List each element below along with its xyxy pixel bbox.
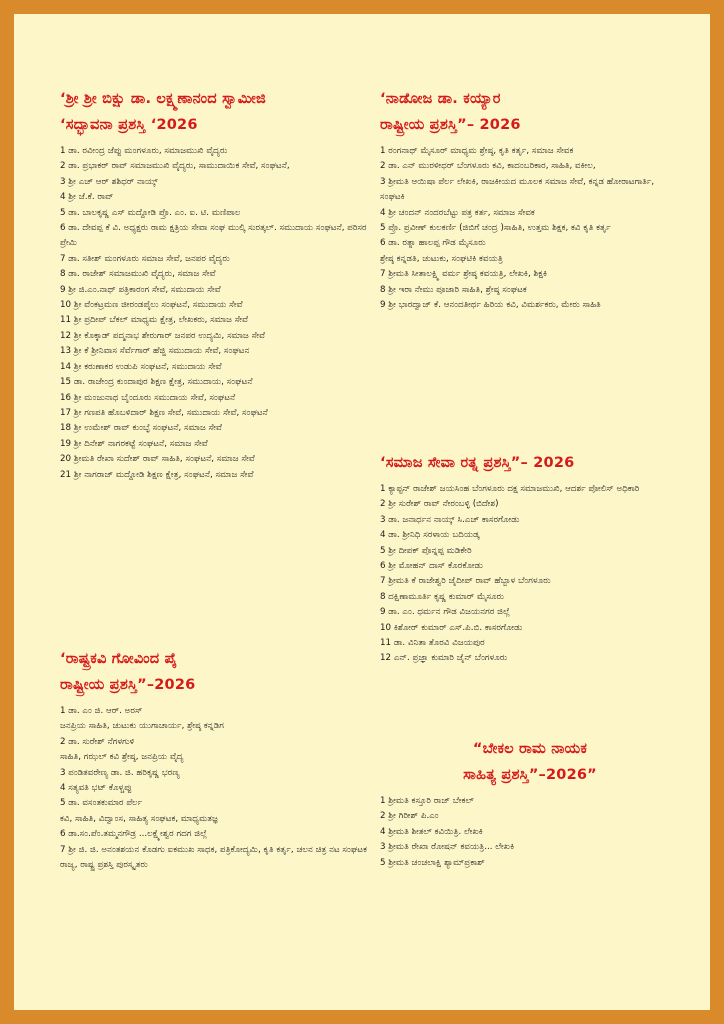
awardee-entry: 2 ಡಾ. ಎನ್ ಮುರಳೀಧರ್ ಬೆಂಗಳೂರು ಕವಿ, ಕಾದಂಬರಿಕಾರ, ಸಾಹಿತಿ, ವಕೀಲ, — [380, 161, 596, 172]
awardee-entry: 2 ಶ್ರೀ ಸುರೇಶ್ ರಾವ್ ನೇರಂಬಳ್ಳಿ (ಬಿದೇಶ) — [380, 499, 499, 510]
awardee-entry: 6 ಡಾ. ದೇವಪ್ಪ ಕೆ ವಿ. ಅಧ್ಯಕ್ಷರು ರಾಮ ಕ್ಷತ್ರಿಯ ಸೇವಾ ಸಂಘ ಮುಲ್ಕಿ ಸುರತ್ಕಲ್. ಸಮುದಾಯ ಸಂಘಟನೆ, ಪರಿಸರ ಪ್ರೇಮಿ — [60, 223, 367, 249]
awardee-entry: 2 ಡಾ. ಸುರೇಶ್ ನೆಗಳಗುಳಿ — [60, 736, 135, 747]
awardee-entry: 10 ಶ್ರೀ ವೆಂಕಟ್ರಮಣ ಜೀರಂಡಪೈಲು ಸಂಘಟನೆ, ಸಮುದಾಯ ಸೇವೆ — [60, 300, 243, 311]
awardee-entry: 11 ಡಾ. ವಿನಿತಾ ತೊರವಿ ವಿಜಯಪುರ — [380, 638, 485, 649]
awardee-entry: 3 ಶ್ರೀಮತಿ ಆಯಿಷಾ ಪೆರ್ಲ ಲೇಖಕಿ, ರಾಜಕೀಯದ ಮೂಲಕ ಸಮಾಜ ಸೇವೆ, ಕನ್ನಡ ಹೋರಾಟಗಾರ್ತಿ, ಸಂಘಟಕಿ — [380, 176, 655, 203]
awardee-entry: 2 ಡಾ. ಪ್ರಭಾಕರ್ ರಾವ್ ಸಮಾಜಮುಖಿ ವೈದ್ಯರು, ಸಾಮುದಾಯಿಕ ಸೇವೆ, ಸಂಘಟನೆ, — [60, 161, 290, 172]
section-title-line: ರಾಷ್ಟ್ರೀಯ ಪ್ರಶಸ್ತಿ”–2026 — [60, 677, 196, 693]
awardee-entry: 4 ಶ್ರೀಮತಿ ಶೀತಲ್ ಕವಿಯಿತ್ರಿ. ಲೇಖಕಿ — [380, 826, 483, 837]
awardee-entry: 19 ಶ್ರೀ ದಿನೇಶ್ ನಾಗರಕಟ್ಟೆ ಸಂಘಟನೆ, ಸಮಾಜ ಸೇವೆ — [60, 438, 208, 449]
awardee-entry: 14 ಶ್ರೀ ಕರುಣಾಕರ ಉಡುಪಿ ಸಂಘಟನೆ, ಸಮುದಾಯ ಸೇವೆ — [60, 361, 222, 372]
awardee-entry: 4 ಸತ್ಯವತಿ ಭಟ್ ಕೊಳ್ಚಪ್ಪು — [60, 783, 132, 794]
awardee-entry: 5 ಶ್ರೀಮತಿ ಚಂಚಲಾಕ್ಷಿ ಶ್ಯಾಮ್‌ಪ್ರಕಾಶ್ — [380, 857, 485, 868]
entry-list — [380, 144, 680, 313]
awardee-entry: 7 ಶ್ರೀ ಜಿ. ಜಿ. ಅನಂತಶಯನ ಕೊಡಗು ಐಕಮುಖ ಸಾಧಕ, ಪತ್ರಿಕೋದ್ಯಮಿ, ಕೃತಿ ಕರ್ತೃ, ಚಲನ ಚಿತ್ರ ನಟ ಸಂಘಟಕ ರಾಜ್ಯ, ರಾಷ್ಟ್ರ ಪ್ರಶಸ್ತಿ ಪುರಸ್ಕೃತರು — [60, 844, 367, 871]
awardee-entry: 4 ಶ್ರೀ ಜೆ.ಕೆ. ರಾವ್ — [60, 192, 114, 203]
section-samaja-seva-ratna-award — [380, 450, 680, 667]
awardee-entry: ಸಾಹಿತಿ, ಗಝಲ್ ಕವಿ ಶ್ರೇಷ್ಠ, ಜನಪ್ರಿಯ ವೈದ್ಯ — [60, 752, 184, 763]
awardee-entry: 9 ಶ್ರೀ ಜಿ.ಎಂ.ನಾಥ್ ಪತ್ರಿಕಾರಂಗ ಸೇವೆ, ಸಮುದಾಯ ಸೇವೆ — [60, 284, 221, 295]
section-title-line: ಸಾಹಿತ್ಯ ಪ್ರಶಸ್ತಿ”–2026” — [463, 767, 597, 783]
awardee-entry: 5 ಪ್ರೊ. ಪ್ರವೀಣ್ ಕುಲಕರ್ಣಿ (ಜಿಬಿಗೆ ಚಂದ್ರ )ಸಾಹಿತಿ, ಉತ್ತಮ ಶಿಕ್ಷಕ, ಕವಿ ಕೃತಿ ಕರ್ತೃ — [380, 223, 611, 234]
awardee-entry: 18 ಶ್ರೀ ಉಮೇಶ್ ರಾವ್ ಕುಂಬ್ಳೆ ಸಂಘಟನೆ, ಸಮಾಜ ಸೇವೆ — [60, 423, 222, 434]
awardee-entry: 12 ಶ್ರೀ ಕೊಕ್ಕಾಡ್ ಪದ್ಮನಾಭ ಶೇರುಗಾರ್ ಜನಪರ ಉದ್ಯಮಿ, ಸಮಾಜ ಸೇವೆ — [60, 330, 266, 341]
awardee-entry: 10 ಕಿಶೋರ್ ಕುಮಾರ್ ಎಸ್.ಪಿ.ಬಿ. ಕಾಸರಗೋಡು — [380, 622, 523, 633]
awardee-entry: 8 ಶ್ರೀ ಇರಾ ನೇಮು ಪೂಜಾರಿ ಸಾಹಿತಿ, ಶ್ರೇಷ್ಠ ಸಂಘಟಕ — [380, 284, 527, 295]
section-title-line: ‘ರಾಷ್ಟ್ರಕವಿ ಗೋವಿಂದ ಪೈ — [60, 651, 178, 667]
awardee-entry: 1 ಕ್ಯಾಪ್ಟನ್ ರಾಜೇಶ್ ಜಯಸಿಂಹ ಬೆಂಗಳೂರು ದಕ್ಷ ಸಮಾಜಮುಖಿ, ಆದರ್ಶ ಪೋಲಿಸ್ ಅಧಿಕಾರಿ — [380, 484, 640, 494]
awardee-entry: 6 ಡಾ. ರತ್ನಾ ಹಾಲಪ್ಪ ಗೌಡ ಮೈಸೂರು — [380, 238, 486, 249]
section-bekala-rama-nayaka-award — [380, 736, 680, 871]
awardee-entry: 4 ಶ್ರೀ ಚಂದನ್ ನಂದರಬೆಟ್ಟು ಪತ್ರ ಕರ್ತ, ಸಮಾಜ ಸೇವಕ — [380, 207, 535, 218]
awardee-entry: 1 ಡಾ. ರವೀಂದ್ರ ಜೆಪ್ಪು ಮಂಗಳೂರು, ಸಮಾಜಮುಖಿ ವೈದ್ಯರು — [60, 146, 228, 156]
awardee-entry: 13 ಶ್ರೀ ಕೆ ಶ್ರೀನಿವಾಸ ಸೆರ್ವೆಗಾರ್ ಹೆಜ್ಜಿ ಸಮುದಾಯ ಸೇವೆ, ಸಂಘಟನ — [60, 346, 250, 357]
awardee-entry: 3 ಡಾ. ಜನಾರ್ಧನ ನಾಯ್ಕ್ ಸಿ.ಎಚ್ ಕಾಸರಗೋಡು — [380, 514, 520, 525]
awardee-entry: 21 ಶ್ರೀ ನಾಗರಾಜ್ ಮದ್ದೋಡಿ ಶಿಕ್ಷಣ ಕ್ಷೇತ್ರ, ಸಂಘಟನೆ, ಸಮಾಜ ಸೇವೆ — [60, 469, 254, 480]
entry-list — [380, 482, 680, 667]
section-title-line: “ಬೇಕಲ ರಾಮ ನಾಯಕ — [472, 741, 588, 757]
section-kayyara-award — [380, 86, 680, 313]
awardee-entry: 7 ಶ್ರೀಮತಿ ಸೀತಾಲಕ್ಷ್ಮಿ ವರ್ಮ ಶ್ರೇಷ್ಠ ಕವಯತ್ರಿ, ಲೇಖಕಿ, ಶಿಕ್ಷಕಿ — [380, 269, 548, 280]
section-title — [380, 736, 680, 788]
awardee-entry: ಕವಿ, ಸಾಹಿತಿ, ವಿದ್ವಾಂಸ, ಸಾಹಿತ್ಯ ಸಂಘಟಕ, ಮಾಧ್ಯಮತಜ್ಞ — [60, 813, 218, 824]
award-list-page — [14, 14, 710, 1010]
section-sadbhavana-award — [60, 86, 376, 483]
awardee-entry: ಶ್ರೇಷ್ಠ ಕನ್ನಡತಿ, ಚುಟುಕು, ಸಂಘಟಿಕಿ ಕವಯತ್ರಿ — [380, 253, 503, 264]
awardee-entry: 5 ಡಾ. ವಸಂತಕುಮಾರ ಪೆರ್ಲ — [60, 798, 143, 809]
section-title-line: ‘ಸದ್ಭಾವನಾ ಪ್ರಶಸ್ತಿ ‘2026 — [60, 117, 198, 133]
awardee-entry: 5 ಡಾ. ಬಾಲಕೃಷ್ಣ ಎಸ್ ಮದ್ದೋಡಿ ಪ್ರೊ. ಎಂ. ಐ. ಟಿ. ಮಣಿಪಾಲ — [60, 207, 241, 218]
awardee-entry: 2 ಶ್ರೀ ಗಿರೀಶ್ ಪಿ.ಎಂ — [380, 811, 439, 822]
awardee-entry: 1 ಡಾ. ಎಂ ಜಿ. ಆರ್. ಅರಸ್ — [60, 706, 143, 716]
section-title — [60, 86, 376, 138]
awardee-entry: 7 ಡಾ. ಸತೀಶ್ ಮಂಗಳೂರು ಸಮಾಜ ಸೇವೆ, ಜನಪರ ವೈದ್ಯರು — [60, 253, 230, 264]
awardee-entry: 5 ಶ್ರೀ ದೀಪಕ್ ಪೊನ್ನಪ್ಪ ಮಡಿಕೇರಿ — [380, 545, 472, 556]
entry-list — [60, 704, 376, 873]
section-title — [60, 646, 376, 698]
awardee-entry: 7 ಶ್ರೀಮತಿ ಕೆ ರಾಜೇಶ್ವರಿ ಜೈದೀಪ್ ರಾವ್ ಹೆಬ್ಬಾಳ ಬೆಂಗಳೂರು — [380, 576, 551, 587]
awardee-entry: ಜನಪ್ರಿಯ ಸಾಹಿತಿ, ಚುಟುಕು ಯುಗಾಚಾರ್ಯ, ಶ್ರೇಷ್ಠ ಕನ್ನಡಿಗ — [60, 721, 224, 732]
section-title — [380, 450, 680, 476]
section-title-line: ರಾಷ್ಟ್ರೀಯ ಪ್ರಶಸ್ತಿ”– 2026 — [380, 117, 521, 133]
awardee-entry: 15 ಡಾ. ರಾಜೇಂದ್ರ ಕುಂದಾಪುರ ಶಿಕ್ಷಣ ಕ್ಷೇತ್ರ, ಸಮುದಾಯ, ಸಂಘಟನೆ — [60, 377, 253, 388]
section-title-line: ‘ಸಮಾಜ ಸೇವಾ ರತ್ನ ಪ್ರಶಸ್ತಿ”– 2026 — [380, 455, 575, 471]
section-title-line: ‘ಶ್ರೀ ಶ್ರೀ ಬಿಕ್ಷು ಡಾ. ಲಕ್ಷ್ಮಣಾನಂದ ಸ್ವಾಮೀಜಿ — [60, 91, 266, 107]
section-govinda-pai-award — [60, 646, 376, 873]
awardee-entry: 1 ರಂಗನಾಥ್ ಮೈಸೂರ್ ಮಾಧ್ಯಮ ಶ್ರೇಷ್ಠ, ಕೃತಿ ಕರ್ತೃ, ಸಮಾಜ ಸೇವಕ — [380, 146, 574, 156]
awardee-entry: 3 ಶ್ರೀ ಎಚ್ ಆರ್ ಶಶಿಧರ್ ನಾಯ್ಕ್ — [60, 176, 158, 187]
awardee-entry: 6 ಡಾ.ಸಂ.ಪೆಂ.ತಮ್ಮನಗೌಡ್ರ ...ಲಕ್ಷ್ಮೇಶ್ವರ ಗದಗ ಜಿಲ್ಲೆ — [60, 829, 208, 840]
awardee-entry: 4 ಡಾ. ಶ್ರೀನಿಧಿ ಸರಳಾಯ ಬದಿಯಡ್ಕ — [380, 530, 480, 541]
awardee-entry: 3 ಶ್ರೀಮತಿ ರೇಖಾ ರೋಷನ್ ಕವಯತ್ರಿ... ಲೇಖಕಿ — [380, 842, 515, 853]
awardee-entry: 8 ದಕ್ಷಿಣಾಮೂರ್ತಿ ಕೃಷ್ಣ ಕುಮಾರ್ ಮೈಸೂರು — [380, 591, 505, 602]
awardee-entry: 1 ಶ್ರೀಮತಿ ಕಸ್ತೂರಿ ರಾಜ್ ಬೇಕಲ್ — [380, 796, 474, 806]
awardee-entry: 8 ಡಾ. ರಾಜೇಶ್ ಸಮಾಜಮುಖಿ ವೈದ್ಯರು, ಸಮಾಜ ಸೇವೆ — [60, 269, 216, 280]
awardee-entry: 9 ಶ್ರೀ ಭಾರದ್ವಾಜ್ ಕೆ. ಆನಂದತೀರ್ಥ ಹಿರಿಯ ಕವಿ, ವಿಮರ್ಶಕರು, ಮೇರು ಸಾಹಿತಿ — [380, 300, 601, 311]
awardee-entry: 11 ಶ್ರೀ ಪ್ರದೀಪ್ ಬೆಕಲ್ ಮಾಧ್ಯಮ ಕ್ಷೇತ್ರ, ಲೇಖಕರು, ಸಮಾಜ ಸೇವೆ — [60, 315, 249, 326]
awardee-entry: 6 ಶ್ರೀ ಮೋಹನ್ ದಾಸ್ ಕೊರಕೋಡು — [380, 561, 483, 572]
awardee-entry: 20 ಶ್ರೀಮತಿ ರೇಖಾ ಸುದೇಶ್ ರಾವ್ ಸಾಹಿತಿ, ಸಂಘಟನೆ, ಸಮಾಜ ಸೇವೆ — [60, 454, 255, 465]
section-title-line: ‘ನಾಡೋಜ ಡಾ. ಕಯ್ಯಾರ — [380, 91, 501, 107]
awardee-entry: 12 ಎನ್. ಪ್ರಜ್ಞಾ ಕುಮಾರಿ ಜೈನ್ ಬೆಂಗಳೂರು — [380, 653, 508, 664]
awardee-entry: 16 ಶ್ರೀ ಮಂಜುನಾಥ ಬೈಂದೂರು ಸಮುದಾಯ ಸೇವೆ, ಸಂಘಟನೆ — [60, 392, 236, 403]
awardee-entry: 17 ಶ್ರೀ ಗಣಪತಿ ಹೊಬಳಿದಾರ್ ಶಿಕ್ಷಣ ಸೇವೆ, ಸಮುದಾಯ ಸೇವೆ, ಸಂಘಟನೆ — [60, 407, 268, 418]
awardee-entry: 9 ಡಾ. ಎಂ. ಧರ್ಮನ ಗೌಡ ವಿಜಯನಗರ ಜಿಲ್ಲೆ — [380, 607, 511, 618]
entry-list — [60, 144, 376, 483]
section-title — [380, 86, 680, 138]
awardee-entry: 3 ಪಂಡಿತವರೇಣ್ಯ ಡಾ. ಜಿ. ಹರಿಕೃಷ್ಣ ಭರಣ್ಯ — [60, 767, 180, 778]
entry-list — [380, 794, 680, 871]
